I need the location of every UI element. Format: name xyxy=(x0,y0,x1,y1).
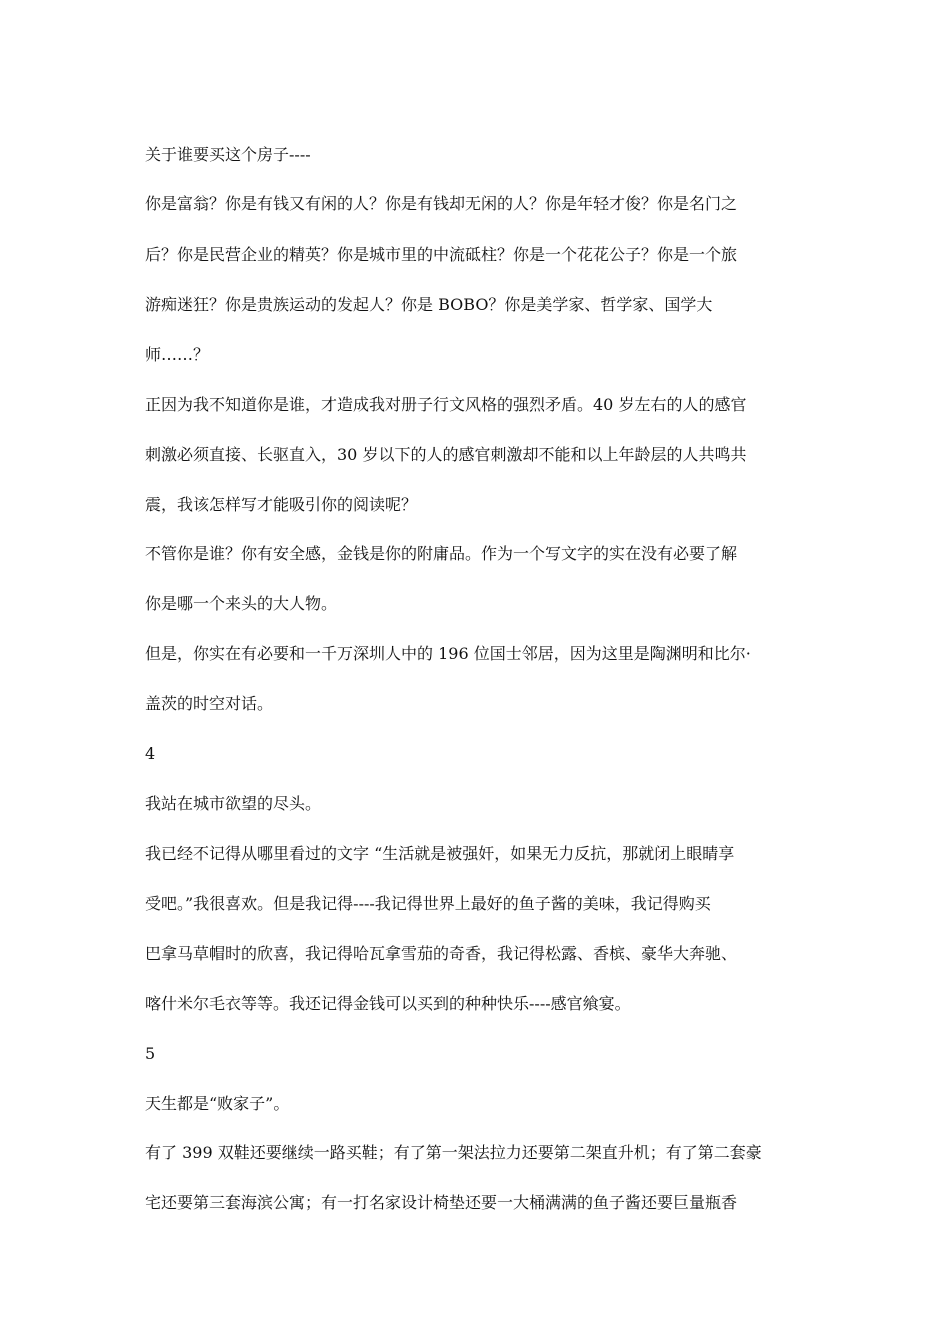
text-line: 宅还要第三套海滨公寓；有一打名家设计椅垫还要一大桶满满的鱼子酱还要巨量瓶香 xyxy=(145,1193,738,1212)
text-line: 关于谁要买这个房子---- xyxy=(145,145,311,164)
text-line: 后？你是民营企业的精英？你是城市里的中流砥柱？你是一个花花公子？你是一个旅 xyxy=(145,245,738,264)
text-line: 受吧。”我很喜欢。但是我记得----我记得世界上最好的鱼子酱的美味，我记得购买 xyxy=(145,894,711,913)
text-line: 师……？ xyxy=(145,345,210,364)
text-line: 刺激必须直接、长驱直入，30 岁以下的人的感官刺激却不能和以上年龄层的人共鸣共 xyxy=(145,445,747,464)
text-line: 我站在城市欲望的尽头。 xyxy=(145,794,322,813)
text-line: 你是富翁？你是有钱又有闲的人？你是有钱却无闲的人？你是年轻才俊？你是名门之 xyxy=(145,194,738,213)
text-line: 巴拿马草帽时的欣喜，我记得哈瓦拿雪茄的奇香，我记得松露、香槟、豪华大奔驰、 xyxy=(145,944,738,963)
text-line: 正因为我不知道你是谁，才造成我对册子行文风格的强烈矛盾。40 岁左右的人的感官 xyxy=(145,395,747,414)
text-line: 天生都是“败家子”。 xyxy=(145,1094,290,1113)
section-number: 4 xyxy=(145,744,156,763)
text-line: 有了 399 双鞋还要继续一路买鞋；有了第一架法拉力还要第二架直升机；有了第二套豪 xyxy=(145,1143,762,1162)
text-line: 不管你是谁？你有安全感，金钱是你的附庸品。作为一个写文字的实在没有必要了解 xyxy=(145,544,738,563)
text-line: 盖茨的时空对话。 xyxy=(145,694,274,713)
section-number: 5 xyxy=(145,1044,156,1063)
text-line: 但是，你实在有必要和一千万深圳人中的 196 位国士邻居，因为这里是陶渊明和比尔· xyxy=(145,644,751,663)
text-line: 游痴迷狂？你是贵族运动的发起人？你是 BOBO？你是美学家、哲学家、国学大 xyxy=(145,295,713,314)
text-line: 你是哪一个来头的大人物。 xyxy=(145,594,338,613)
text-line: 喀什米尔毛衣等等。我还记得金钱可以买到的种种快乐----感官飨宴。 xyxy=(145,994,631,1013)
text-line: 震，我该怎样写才能吸引你的阅读呢？ xyxy=(145,495,418,514)
text-line: 我已经不记得从哪里看过的文字 “生活就是被强奸，如果无力反抗，那就闭上眼睛享 xyxy=(145,844,735,863)
